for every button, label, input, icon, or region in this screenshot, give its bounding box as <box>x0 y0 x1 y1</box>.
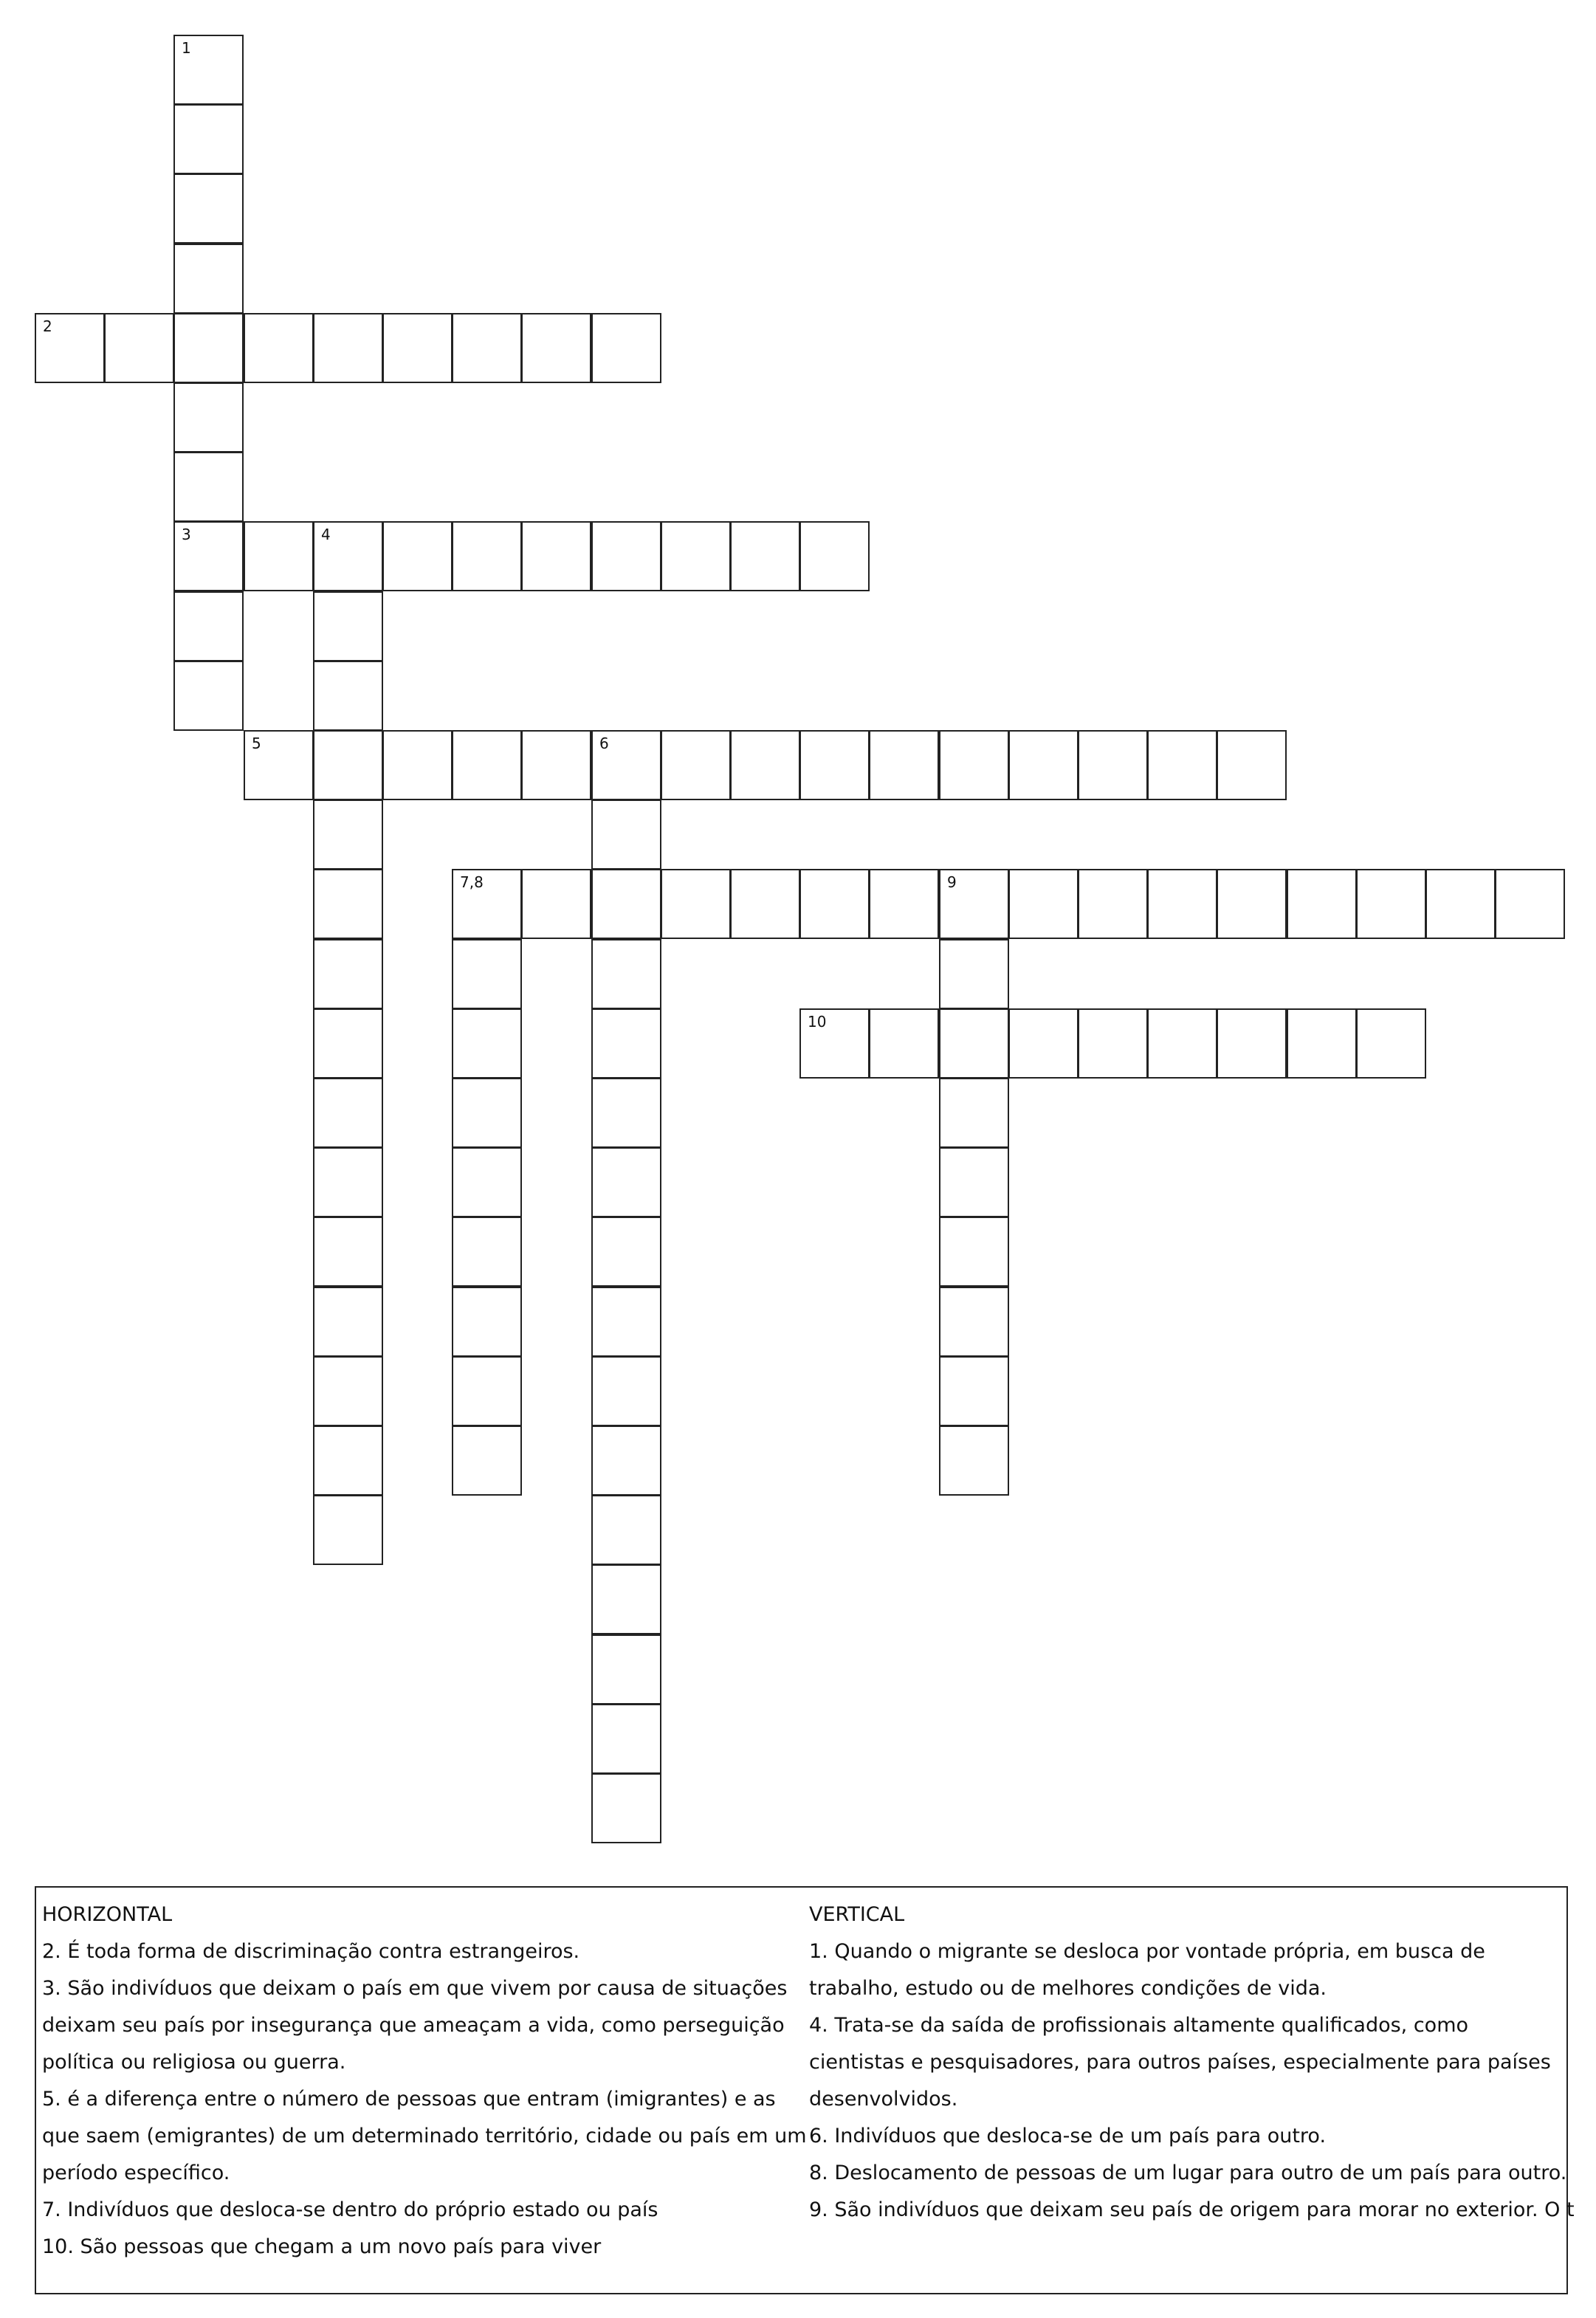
crossword-cell[interactable] <box>313 939 383 1009</box>
crossword-cell[interactable] <box>452 1147 522 1217</box>
crossword-cell[interactable] <box>244 521 314 591</box>
crossword-cell[interactable] <box>591 521 661 591</box>
clue-number: 4 <box>321 526 331 543</box>
crossword-cell[interactable] <box>939 1287 1009 1357</box>
clue-line: 5. é a diferença entre o número de pessoas que entram (imigrantes) e as <box>42 2088 776 2111</box>
crossword-cell[interactable] <box>382 521 453 591</box>
crossword-cell[interactable] <box>313 591 383 661</box>
crossword-cell[interactable] <box>1147 1008 1217 1079</box>
crossword-cell[interactable] <box>452 1425 522 1496</box>
crossword-cell[interactable] <box>730 730 800 800</box>
crossword-cell[interactable] <box>1008 730 1079 800</box>
crossword-cell[interactable] <box>1356 869 1426 939</box>
crossword-cell[interactable] <box>591 1495 661 1565</box>
crossword-cell[interactable] <box>591 730 661 800</box>
crossword-cell[interactable] <box>452 521 522 591</box>
crossword-cell[interactable] <box>244 730 314 800</box>
crossword-cell[interactable] <box>313 1356 383 1426</box>
clues-box <box>35 1886 1575 2294</box>
crossword-cell[interactable] <box>173 591 244 661</box>
clue-line: período específico. <box>42 2161 230 2184</box>
crossword-cell[interactable] <box>452 1008 522 1079</box>
crossword-cell[interactable] <box>313 869 383 939</box>
crossword-cell[interactable] <box>1078 869 1148 939</box>
vertical-clues <box>809 1896 1577 2229</box>
crossword-cell[interactable] <box>591 939 661 1009</box>
clue-line: desenvolvidos. <box>809 2088 958 2111</box>
crossword-cell[interactable] <box>244 313 314 383</box>
crossword-cell[interactable] <box>313 730 383 800</box>
crossword-cell[interactable] <box>173 104 244 174</box>
crossword-cell[interactable] <box>591 869 661 939</box>
crossword-cell[interactable] <box>313 313 383 383</box>
crossword-cell[interactable] <box>1078 730 1148 800</box>
clue-line: 10. São pessoas que chegam a um novo país para viver <box>42 2235 602 2258</box>
horizontal-heading: HORIZONTAL <box>42 1903 173 1926</box>
crossword-cell[interactable] <box>1147 730 1217 800</box>
crossword-cell[interactable] <box>869 730 939 800</box>
vertical-heading: VERTICAL <box>809 1903 905 1926</box>
clue-line: 9. São indivíduos que deixam seu país de origem para morar no exterior. O t <box>809 2198 1575 2221</box>
crossword-cell[interactable] <box>1356 1008 1426 1079</box>
clue-line: 7. Indivíduos que desloca-se dentro do próprio estado ou país <box>42 2198 658 2221</box>
crossword-cell[interactable] <box>173 173 244 244</box>
crossword-cell[interactable] <box>452 1217 522 1287</box>
crossword-cell[interactable] <box>313 661 383 731</box>
crossword-cell[interactable] <box>730 869 800 939</box>
clue-line: trabalho, estudo ou de melhores condições de vida. <box>809 1977 1327 2000</box>
crossword-cell[interactable] <box>1425 869 1496 939</box>
crossword-cell[interactable] <box>382 313 453 383</box>
crossword-cell[interactable] <box>313 1217 383 1287</box>
clue-line: 1. Quando o migrante se desloca por vontade própria, em busca de <box>809 1940 1485 1963</box>
crossword-cell[interactable] <box>521 730 591 800</box>
crossword-cell[interactable] <box>452 313 522 383</box>
crossword-cell[interactable] <box>591 1217 661 1287</box>
crossword-cell[interactable] <box>661 521 731 591</box>
clue-number: 6 <box>599 735 609 752</box>
crossword-cell[interactable] <box>591 313 661 383</box>
crossword-cell[interactable] <box>452 1078 522 1148</box>
crossword-cell[interactable] <box>173 244 244 314</box>
clue-number: 9 <box>947 873 957 891</box>
clue-number: 7,8 <box>460 873 484 891</box>
clue-number: 1 <box>182 39 191 57</box>
crossword-cell[interactable] <box>313 1287 383 1357</box>
horizontal-clues <box>42 1896 807 2266</box>
crossword-cell[interactable] <box>939 1147 1009 1217</box>
crossword-cell[interactable] <box>313 1078 383 1148</box>
clue-line: 3. São indivíduos que deixam o país em que vivem por causa de situações <box>42 1977 788 2000</box>
crossword-cell[interactable] <box>1217 869 1287 939</box>
crossword-cell[interactable] <box>1217 1008 1287 1079</box>
clue-number: 2 <box>43 317 52 335</box>
crossword-cell[interactable] <box>173 521 244 591</box>
crossword-cell[interactable] <box>173 35 244 105</box>
clue-line: 2. É toda forma de discriminação contra estrangeiros. <box>42 1940 580 1963</box>
crossword-cell[interactable] <box>939 939 1009 1009</box>
crossword-cell[interactable] <box>313 799 383 870</box>
crossword-cell[interactable] <box>799 730 870 800</box>
clue-line: 8. Deslocamento de pessoas de um lugar para outro de um país para outro. <box>809 2161 1567 2184</box>
crossword-cell[interactable] <box>521 521 591 591</box>
crossword-cell[interactable] <box>452 1287 522 1357</box>
crossword-cell[interactable] <box>1147 869 1217 939</box>
crossword-cell[interactable] <box>313 521 383 591</box>
crossword-cell[interactable] <box>591 1078 661 1148</box>
crossword-cell[interactable] <box>591 1564 661 1634</box>
crossword-cell[interactable] <box>313 1008 383 1079</box>
crossword-cell[interactable] <box>382 730 453 800</box>
crossword-cell[interactable] <box>591 799 661 870</box>
crossword-cell[interactable] <box>591 1287 661 1357</box>
crossword-cell[interactable] <box>591 1008 661 1079</box>
crossword-cell[interactable] <box>35 313 105 383</box>
clue-number: 3 <box>182 526 191 543</box>
crossword-cell[interactable] <box>1287 1008 1357 1079</box>
clue-line: que saem (emigrantes) de um determinado território, cidade ou país em um <box>42 2125 807 2147</box>
crossword-cell[interactable] <box>452 730 522 800</box>
crossword-cell[interactable] <box>939 869 1009 939</box>
clue-line: deixam seu país por insegurança que ameaçam a vida, como perseguição <box>42 2014 785 2037</box>
crossword-cell[interactable] <box>939 1078 1009 1148</box>
crossword-cell[interactable] <box>313 1495 383 1565</box>
crossword-cell[interactable] <box>1078 1008 1148 1079</box>
crossword-cell[interactable] <box>313 1147 383 1217</box>
crossword-cell[interactable] <box>591 1147 661 1217</box>
crossword-cell[interactable] <box>939 1356 1009 1426</box>
crossword-cell[interactable] <box>591 1704 661 1774</box>
crossword-cell[interactable] <box>939 730 1009 800</box>
crossword-cell[interactable] <box>591 1773 661 1843</box>
crossword-cell[interactable] <box>1008 869 1079 939</box>
crossword-cell[interactable] <box>104 313 174 383</box>
crossword-cell[interactable] <box>313 1425 383 1496</box>
crossword-cell[interactable] <box>591 1356 661 1426</box>
crossword-cell[interactable] <box>173 452 244 522</box>
crossword-cell[interactable] <box>452 939 522 1009</box>
crossword-cell[interactable] <box>1008 1008 1079 1079</box>
crossword-cell[interactable] <box>939 1217 1009 1287</box>
crossword-cell[interactable] <box>591 1425 661 1496</box>
clue-line: cientistas e pesquisadores, para outros países, especialmente para países <box>809 2051 1551 2074</box>
crossword-cell[interactable] <box>173 382 244 453</box>
crossword-cell[interactable] <box>452 1356 522 1426</box>
crossword-cell[interactable] <box>661 730 731 800</box>
crossword-cell[interactable] <box>591 1634 661 1705</box>
crossword-cell[interactable] <box>730 521 800 591</box>
crossword-cell[interactable] <box>173 661 244 731</box>
crossword-cell[interactable] <box>869 869 939 939</box>
clue-number: 5 <box>252 735 261 752</box>
crossword-cell[interactable] <box>1217 730 1287 800</box>
clue-line: 4. Trata-se da saída de profissionais altamente qualificados, como <box>809 2014 1469 2037</box>
crossword-cell[interactable] <box>939 1008 1009 1079</box>
crossword-cell[interactable] <box>1495 869 1565 939</box>
crossword-cell[interactable] <box>799 869 870 939</box>
clue-line: 6. Indivíduos que desloca-se de um país para outro. <box>809 2125 1327 2147</box>
crossword-cell[interactable] <box>661 869 731 939</box>
crossword-cell[interactable] <box>869 1008 939 1079</box>
crossword-cell[interactable] <box>799 521 870 591</box>
crossword-cell[interactable] <box>799 1008 870 1079</box>
crossword-cell[interactable] <box>939 1425 1009 1496</box>
clue-number: 10 <box>808 1013 827 1031</box>
crossword-cell[interactable] <box>1287 869 1357 939</box>
crossword-cell[interactable] <box>521 313 591 383</box>
clue-line: política ou religiosa ou guerra. <box>42 2051 346 2074</box>
crossword-cell[interactable] <box>173 313 244 383</box>
crossword-cell[interactable] <box>521 869 591 939</box>
crossword-cell[interactable] <box>452 869 522 939</box>
